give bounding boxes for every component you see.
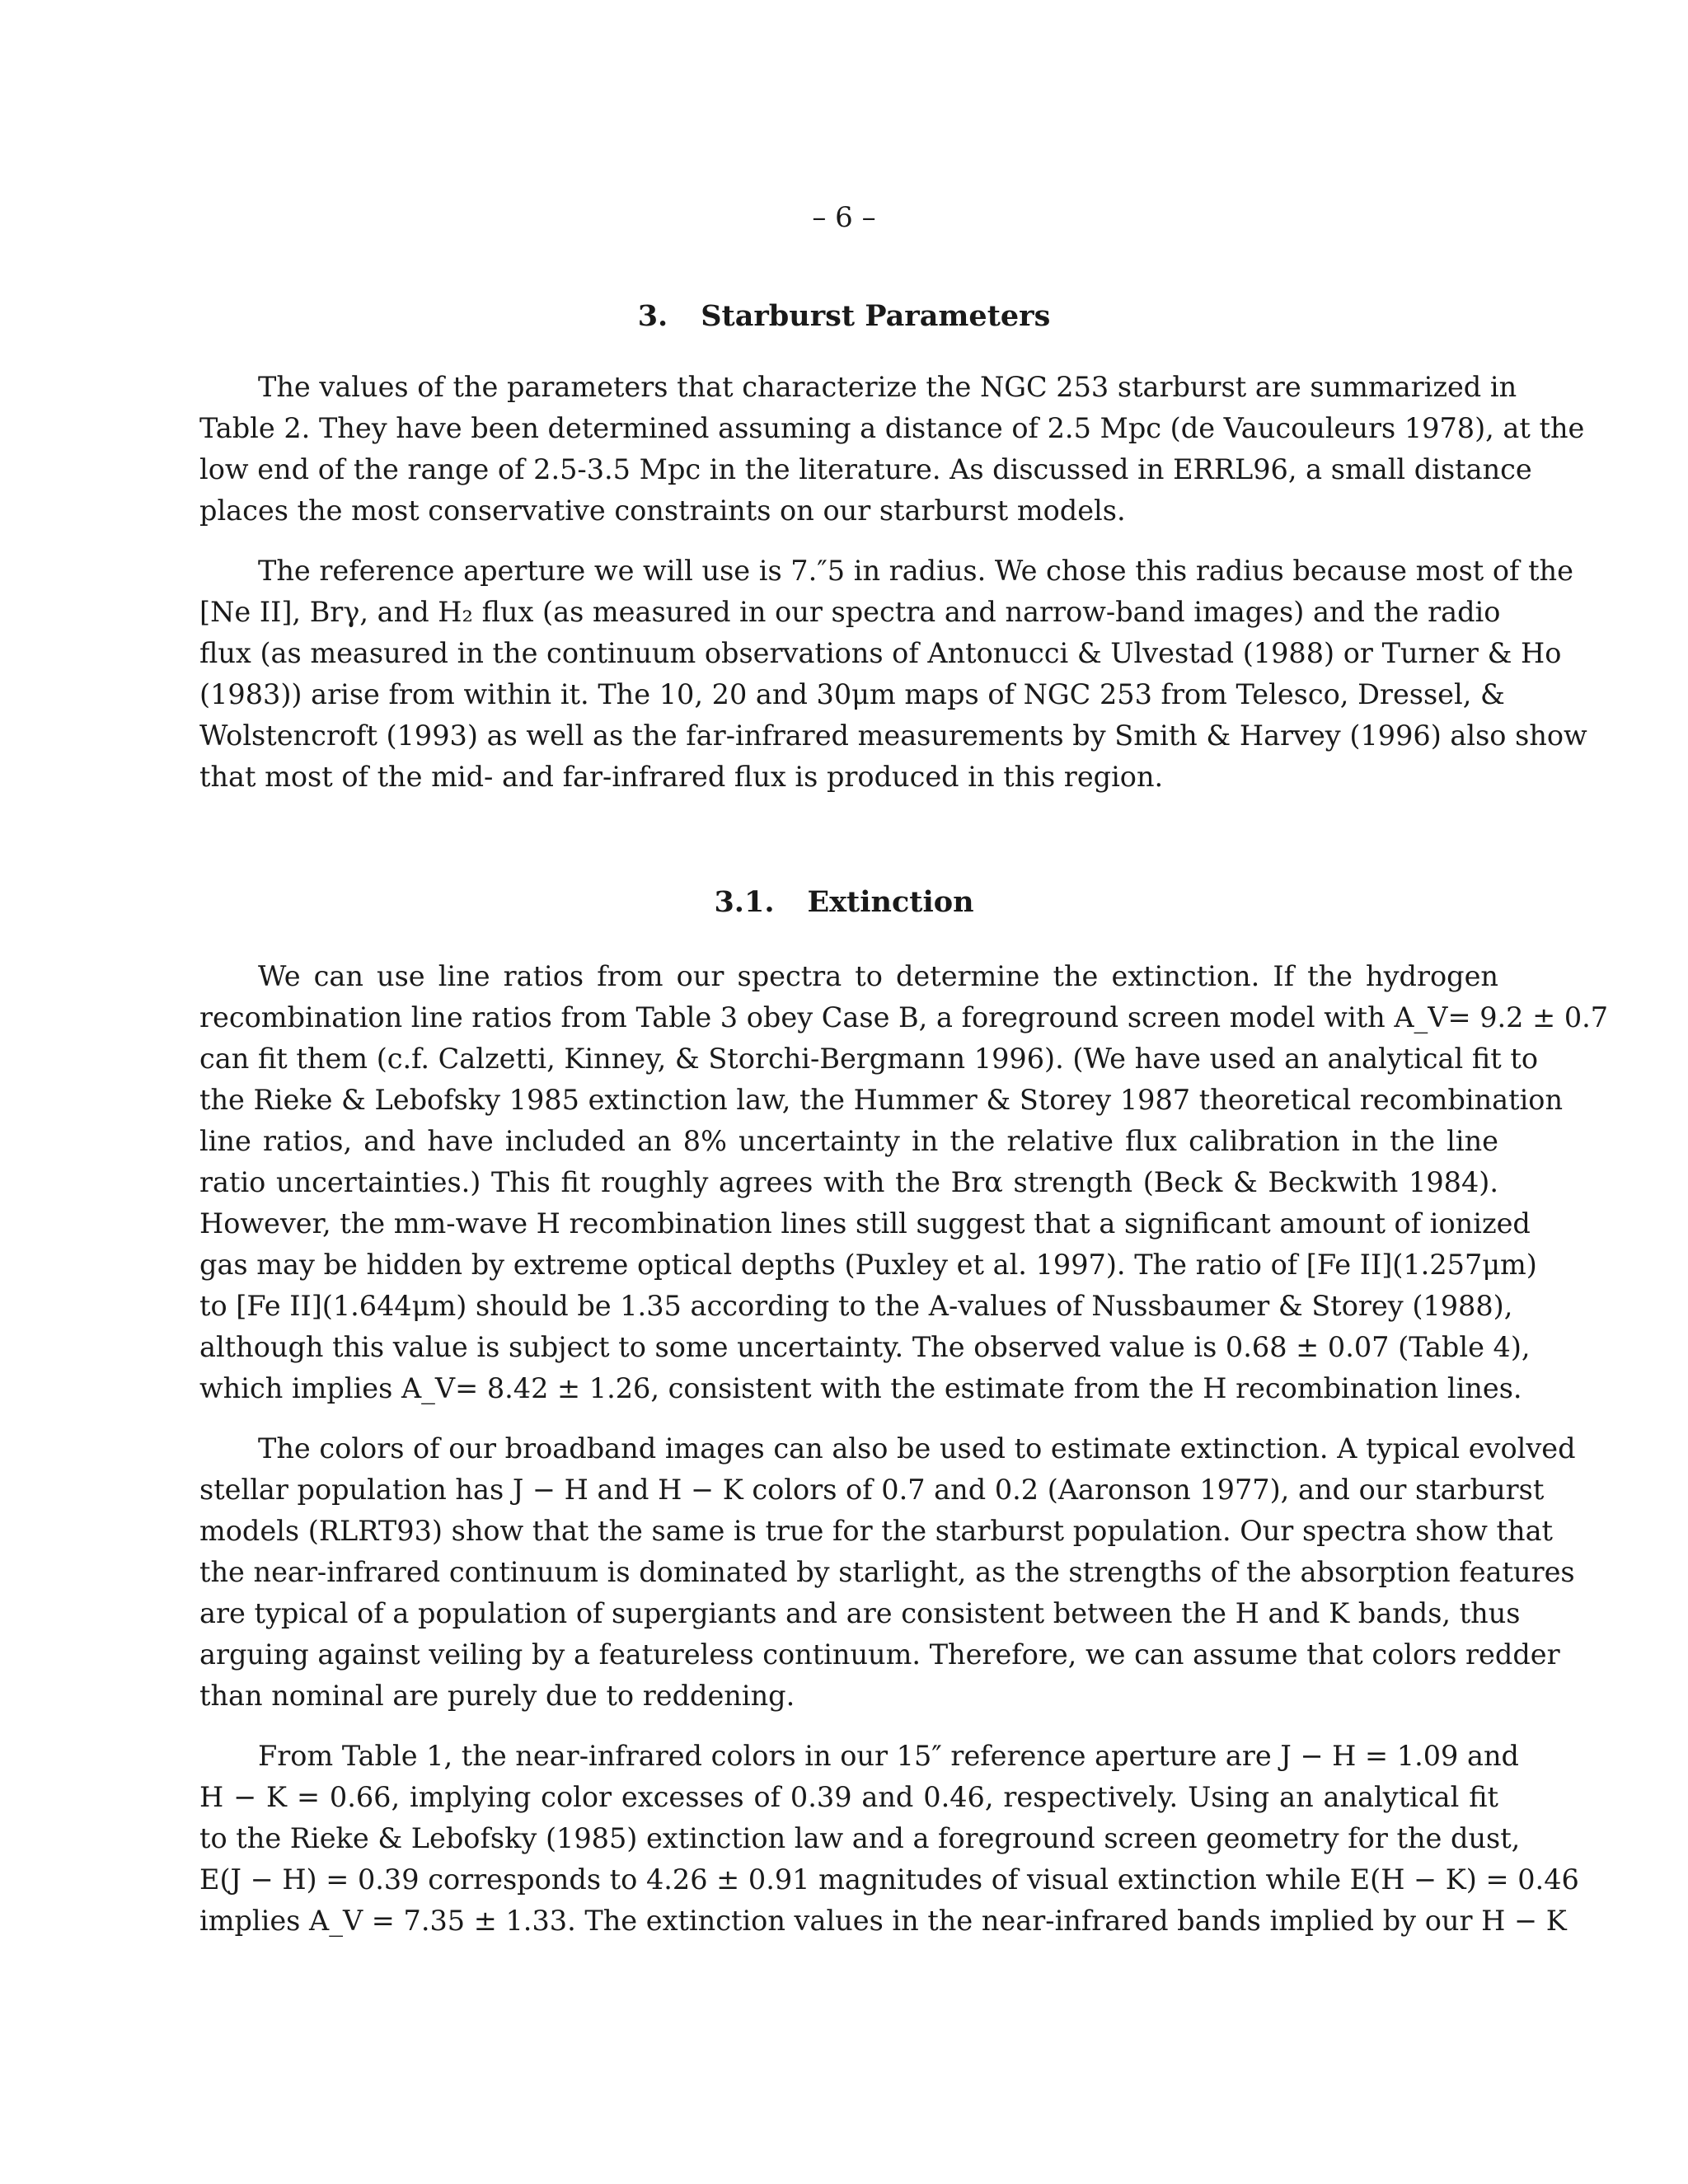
text-line: Table 2. They have been determined assuming a distance of 2.5 Mpc (de Vaucouleurs 1978), at the <box>199 412 1585 444</box>
text-line: although this value is subject to some uncertainty. The observed value is 0.68 ± 0.07 (Table 4), <box>199 1331 1531 1363</box>
text-line: H − K = 0.66, implying color excesses of 0.39 and 0.46, respectively. Using an analytical fit <box>199 1781 1498 1813</box>
text-line: models (RLRT93) show that the same is true for the starburst population. Our spectra show that <box>199 1515 1554 1547</box>
text-line: low end of the range of 2.5-3.5 Mpc in the literature. As discussed in ERRL96, a small distance <box>199 453 1532 485</box>
text-line: From Table 1, the near-infrared colors in our 15″ reference aperture are J − H = 1.09 and <box>258 1740 1519 1772</box>
subsection-title: Extinction <box>807 885 974 919</box>
text-line: We can use line ratios from our spectra to determine the extinction. If the hydrogen <box>258 960 1498 992</box>
text-line: The reference aperture we will use is 7.″5 in radius. We chose this radius because most of the <box>258 555 1573 587</box>
text-line: ratio uncertainties.) This fit roughly agrees with the Brα strength (Beck & Beckwith 1984). <box>199 1166 1498 1198</box>
text-line: implies A_V = 7.35 ± 1.33. The extinction values in the near-infrared bands implied by our H − K <box>199 1905 1567 1937</box>
text-line: However, the mm-wave H recombination lines still suggest that a significant amount of ionized <box>199 1207 1531 1240</box>
text-line: that most of the mid- and far-infrared flux is produced in this region. <box>199 761 1164 793</box>
text-line: line ratios, and have included an 8% uncertainty in the relative flux calibration in the line <box>199 1125 1498 1157</box>
text-line: (1983)) arise from within it. The 10, 20 and 30μm maps of NGC 253 from Telesco, Dressel, & <box>199 678 1505 710</box>
section-number: 3. <box>637 299 668 333</box>
text-line: arguing against veiling by a featureless continuum. Therefore, we can assume that colors redder <box>199 1638 1560 1671</box>
text-line: E(J − H) = 0.39 corresponds to 4.26 ± 0.91 magnitudes of visual extinction while E(H − K) = 0.46 <box>199 1863 1579 1896</box>
text-line: which implies A_V= 8.42 ± 1.26, consistent with the estimate from the H recombination lines. <box>199 1372 1522 1404</box>
text-line: The values of the parameters that characterize the NGC 253 starburst are summarized in <box>258 371 1517 403</box>
text-line: the near-infrared continuum is dominated by starlight, as the strengths of the absorption features <box>199 1556 1575 1588</box>
text-line: to the Rieke & Lebofsky (1985) extinction law and a foreground screen geometry for the dust, <box>199 1822 1521 1854</box>
text-line: to [Fe II](1.644μm) should be 1.35 according to the A-values of Nussbaumer & Storey (1988), <box>199 1290 1513 1322</box>
text-line: than nominal are purely due to reddening. <box>199 1680 795 1712</box>
subsection-number: 3.1. <box>714 885 775 919</box>
page-number: – 6 – <box>812 201 876 234</box>
section-heading <box>0 297 1688 336</box>
text-line: recombination line ratios from Table 3 obey Case B, a foreground screen model with A_V= 9.2 ± 0.7 <box>199 1001 1609 1033</box>
text-line: flux (as measured in the continuum observations of Antonucci & Ulvestad (1988) or Turner & Ho <box>199 637 1562 669</box>
section-title: Starburst Parameters <box>701 299 1051 333</box>
text-line: are typical of a population of supergiants and are consistent between the H and K bands, thus <box>199 1597 1521 1629</box>
text-line: The colors of our broadband images can also be used to estimate extinction. A typical evolved <box>258 1432 1576 1465</box>
text-line: Wolstencroft (1993) as well as the far-infrared measurements by Smith & Harvey (1996) also show <box>199 719 1587 752</box>
text-line: stellar population has J − H and H − K colors of 0.7 and 0.2 (Aaronson 1977), and our starburst <box>199 1474 1545 1506</box>
text-line: the Rieke & Lebofsky 1985 extinction law, the Hummer & Storey 1987 theoretical recombination <box>199 1084 1564 1116</box>
subsection-heading <box>0 883 1688 922</box>
text-line: can fit them (c.f. Calzetti, Kinney, & Storchi-Bergmann 1996). (We have used an analytical fit to <box>199 1043 1538 1075</box>
text-line: gas may be hidden by extreme optical depths (Puxley et al. 1997). The ratio of [Fe II](1.257μm) <box>199 1249 1537 1281</box>
text-line: places the most conservative constraints on our starburst models. <box>199 494 1126 527</box>
text-line: [Ne II], Brγ, and H₂ flux (as measured in our spectra and narrow-band images) and the radio <box>199 596 1501 628</box>
